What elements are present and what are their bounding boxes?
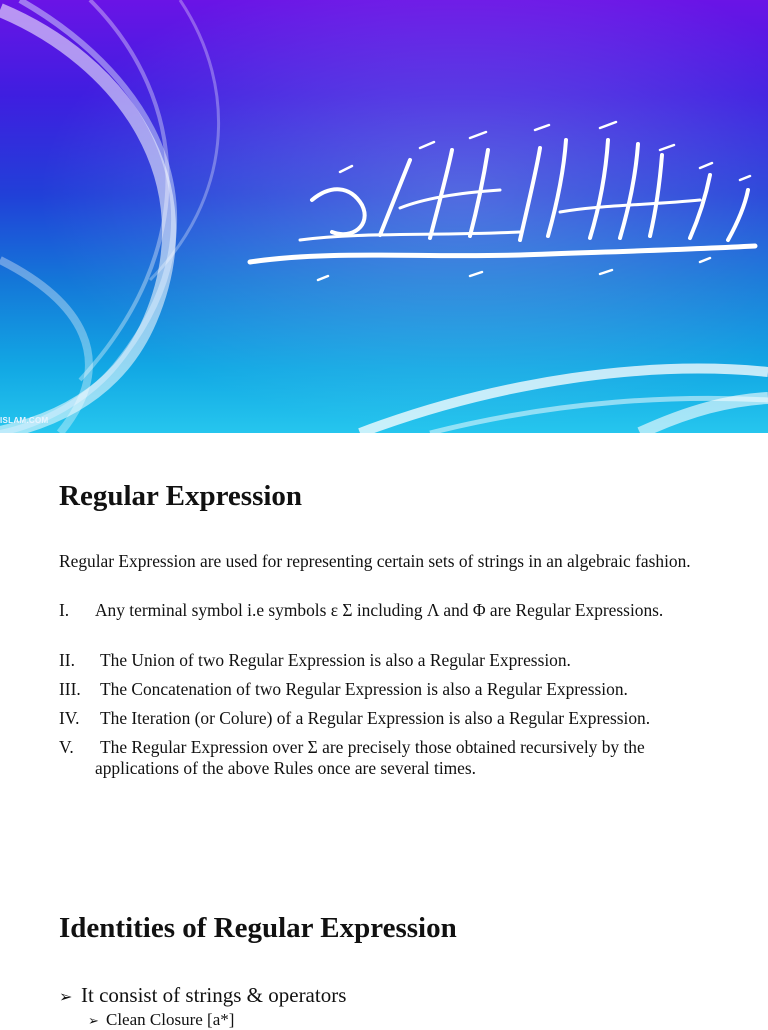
rule-text-content: The Regular Expression over Σ are precisely those obtained recursively by the applications of the above Rules once are several times. [95,737,645,778]
rule-number: IV. [59,708,80,728]
rule-item [59,708,719,729]
arrow-bullet-icon: ➢ [59,987,73,1006]
sub-bullet-item [88,1010,234,1030]
watermark-text: ISLAM.COM [0,416,49,425]
rule-number: I. [59,600,70,620]
rule-text: Any terminal symbol i.e symbols ε Σ including Λ and Φ are Regular Expressions. [95,600,664,620]
arrow-bullet-icon: ➢ [88,1014,99,1029]
bismillah-calligraphy-icon [0,0,768,433]
bullet-text: It consist of strings & operators [81,983,347,1007]
rule-item [59,650,719,671]
section-title-regular-expression: Regular Expression [59,480,303,512]
bullet-item [59,983,346,1008]
rule-item [59,600,719,621]
sub-bullet-text: Clean Closure [a*] [106,1010,235,1029]
rule-text: The Iteration (or Colure) of a Regular Expression is also a Regular Expression. [100,708,651,728]
intro-paragraph: Regular Expression are used for representing certain sets of strings in an algebraic fashion. [59,551,691,571]
rule-text: The Concatenation of two Regular Expression is also a Regular Expression. [100,679,628,699]
section-title-identities: Identities of Regular Expression [59,912,457,944]
header-banner [0,0,768,433]
rule-number: II. [59,650,75,670]
rule-item [59,679,719,700]
rule-text [95,737,719,779]
rule-item [59,737,719,779]
rule-number: V. [59,737,74,757]
rule-number: III. [59,679,81,699]
rule-text: The Union of two Regular Expression is also a Regular Expression. [100,650,571,670]
